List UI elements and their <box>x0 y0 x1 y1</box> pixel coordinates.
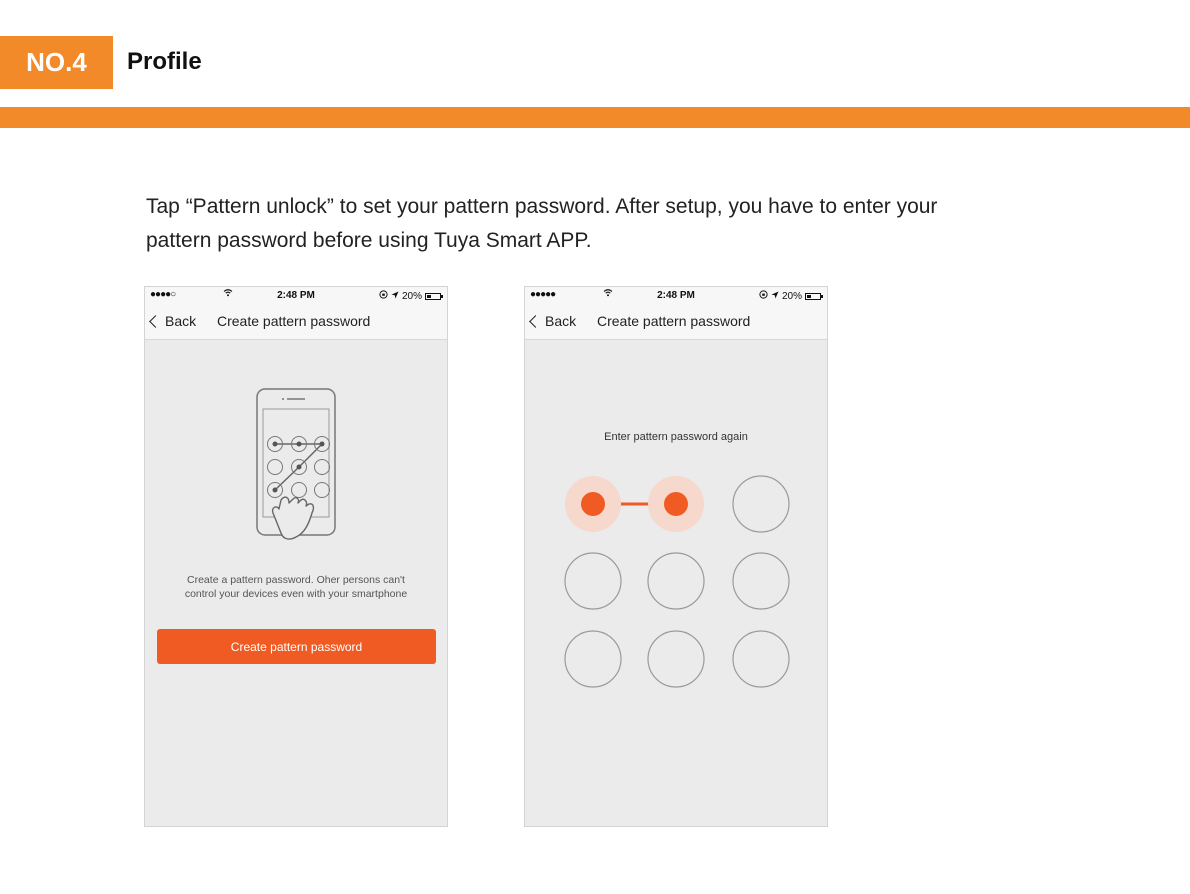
pattern-node-8[interactable] <box>648 631 704 687</box>
phone-screen-create <box>144 286 448 827</box>
pattern-node-1[interactable] <box>565 476 621 532</box>
back-label: Back <box>545 313 577 329</box>
header-divider-bar <box>0 107 1190 128</box>
status-time: 2:48 PM <box>657 290 695 301</box>
battery-percent: 20% <box>401 290 422 302</box>
intro-text <box>146 190 1046 258</box>
orientation-lock-icon <box>379 290 388 302</box>
create-pattern-button[interactable]: Create pattern password <box>157 629 436 664</box>
pattern-node-2[interactable] <box>648 476 704 532</box>
battery-icon <box>425 293 441 300</box>
section-title: Profile <box>127 48 202 75</box>
phone-screen-confirm <box>524 286 828 827</box>
description-line-2: control your devices even with your smartphone <box>184 588 408 600</box>
back-button[interactable] <box>151 313 196 329</box>
intro-line-1: Tap “Pattern unlock” to set your pattern password. After setup, you have to enter your <box>146 195 938 218</box>
battery-percent: 20% <box>781 290 802 302</box>
pattern-phone-illustration-icon <box>241 383 341 555</box>
chevron-left-icon <box>149 315 162 328</box>
pattern-node-3[interactable] <box>733 476 789 532</box>
pattern-prompt: Enter pattern password again <box>604 431 748 443</box>
intro-line-2: pattern password before using Tuya Smart APP. <box>146 229 592 252</box>
pattern-node-7[interactable] <box>565 631 621 687</box>
back-label: Back <box>165 313 197 329</box>
description-line-1: Create a pattern password. Oher persons can't <box>187 574 405 586</box>
pattern-grid[interactable] <box>525 287 828 827</box>
location-arrow-icon <box>391 291 399 302</box>
signal-strength-icon: ●●●●○ <box>150 289 176 300</box>
status-right <box>379 290 441 302</box>
create-pattern-description <box>145 573 447 601</box>
nav-title: Create pattern password <box>217 313 371 329</box>
nav-title: Create pattern password <box>597 313 751 329</box>
pattern-node-5[interactable] <box>648 553 704 609</box>
status-bar <box>145 287 447 305</box>
nav-bar <box>145 305 447 340</box>
signal-strength-icon: ●●●●● <box>530 289 556 300</box>
pattern-node-6[interactable] <box>733 553 789 609</box>
status-time: 2:48 PM <box>277 290 315 301</box>
pattern-node-9[interactable] <box>733 631 789 687</box>
pattern-node-4[interactable] <box>565 553 621 609</box>
section-number-badge: NO.4 <box>0 36 113 89</box>
